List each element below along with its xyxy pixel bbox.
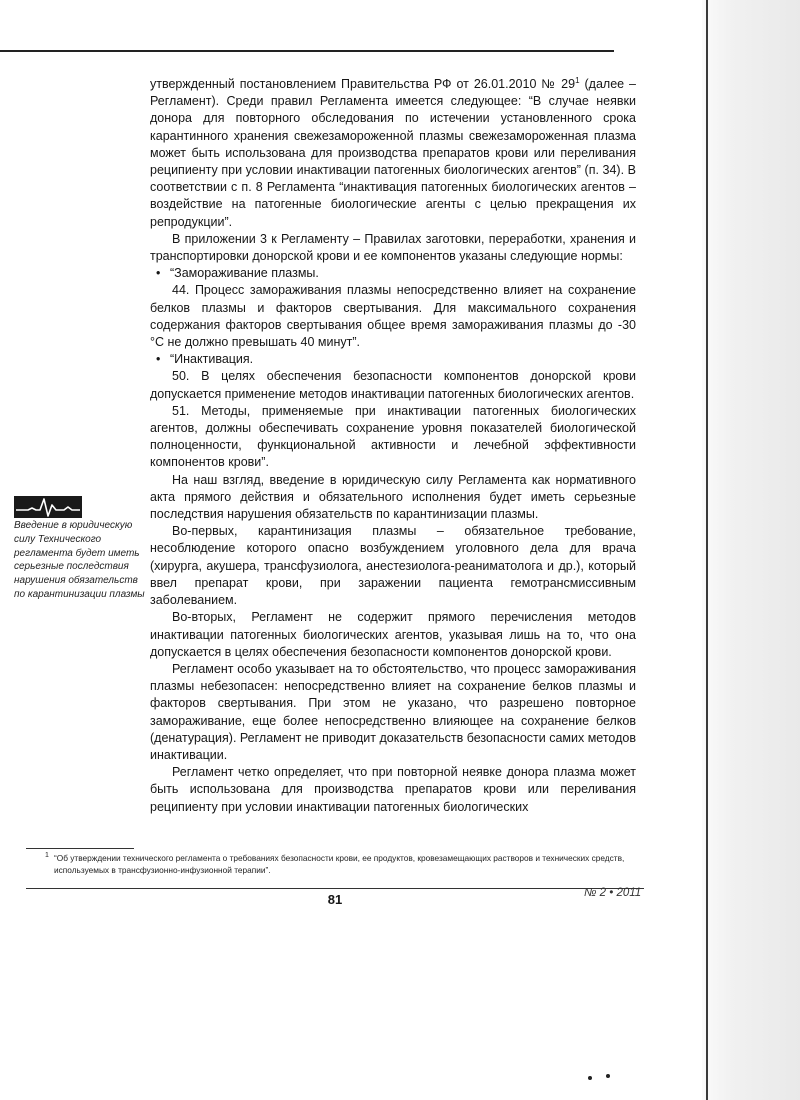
paragraph: • “Инактивация.: [150, 351, 636, 368]
footer-rule: [26, 888, 644, 889]
paragraph: 51. Методы, применяемые при инактивации патогенных биологических агентов, должны обеспечивать сохранение уровня показателей биологической полноценности, функциональной активности и лечебной эффективности компонентов крови”.: [150, 403, 636, 470]
page-number: 81: [327, 892, 343, 907]
paragraph: 44. Процесс замораживания плазмы непосредственно влияет на сохранение белков плазмы и факторов свертывания. Для максимального сохранения содержания факторов свертывания общее время замораживания плазмы до -30 °С не должно превышать 40 минут”.: [150, 283, 636, 350]
margin-note-text: Введение в юридическую силу Технического регламента будет иметь серьезные последствия нарушения обязательств по карантинизации плазмы: [14, 520, 145, 600]
paragraph: Во-вторых, Регламент не содержит прямого перечисления методов инактивации патогенных биологических агентов, указывая лишь на то, что она допускается в целях обеспечения безопасности компонентов донорской крови.: [150, 610, 636, 659]
paragraph: • “Замораживание плазмы.: [150, 265, 636, 282]
scan-shadow-edge: [702, 0, 800, 1100]
header-rule: [0, 50, 614, 52]
footnote-text: “Об утверждении технического регламента о требованиях безопасности крови, ее продуктов, кровезамещающих растворов и технических средств, используемых в трансфузионно-инфузионной терапии”.: [54, 853, 625, 875]
scan-border-line: [706, 0, 708, 1100]
paragraph: На наш взгляд, введение в юридическую силу Регламента как нормативного акта прямого действия и обязательного исполнения будет иметь серьезные последствия нарушения обязательств по карантинизации плазмы.: [150, 472, 636, 522]
footnote: [45, 852, 644, 876]
paragraph: Регламент четко определяет, что при повторной неявке донора плазма может быть использована для производства препаратов крови или переливания реципиенту при условии инактивации патогенных биологических: [150, 765, 636, 814]
article-body: [150, 76, 636, 816]
footnote-marker: 1: [45, 852, 49, 859]
paragraph: 50. В целях обеспечения безопасности компонентов донорской крови допускается применение методов инактивации патогенных биологических агентов.: [150, 369, 636, 401]
margin-note: [14, 496, 148, 602]
scan-speck: [606, 1074, 610, 1078]
paragraph: В приложении 3 к Регламенту – Правилах заготовки, переработки, хранения и транспортировки донорской крови и ее компонентов указаны следующие нормы:: [150, 231, 636, 264]
paragraph: Во-первых, карантинизация плазмы – обязательное требование, несоблюдение которого опасно возбуждением уголовного дела для врача (хирурга, акушера, трансфузиолога, анестезиолога-реаниматолога и др.), который ввел препарат крови, при заражении пациента гемотрансмиссивным заболеванием.: [150, 524, 636, 608]
ecg-heartbeat-icon: [14, 496, 82, 518]
footnote-rule: [26, 848, 134, 849]
issue-label: № 2 • 2011: [584, 887, 642, 899]
scan-speck: [588, 1076, 592, 1080]
paragraph: утвержденный постановлением Правительства РФ от 26.01.2010 № $29^1$ (далее – Регламент). Среди правил Регламента имеется следующее: “В случае неявки донора для повторного обследования по истечении установленного срока карантинного хранения свежезамороженной плазмы свежезамороженная плазма может быть использована для производства препаратов крови или переливания реципиенту при условии инактивации патогенных биологических агентов” (п. 34). В соответствии с п. 8 Регламента “инактивация патогенных биологических агентов – воздействие на патогенные биологические агенты с целью прекращения их репродукции”.: [150, 75, 636, 229]
paragraph: Регламент особо указывает на то обстоятельство, что процесс замораживания плазмы небезопасен: непосредственно влияет на сохранение белков плазмы и факторов свертывания. При этом не указано, что разрешено повторное замораживание, еще более непосредственно влияющее на сохранение белков (денатурация). Регламент не приводит доказательств безопасности самих методов инактивации.: [150, 661, 636, 762]
